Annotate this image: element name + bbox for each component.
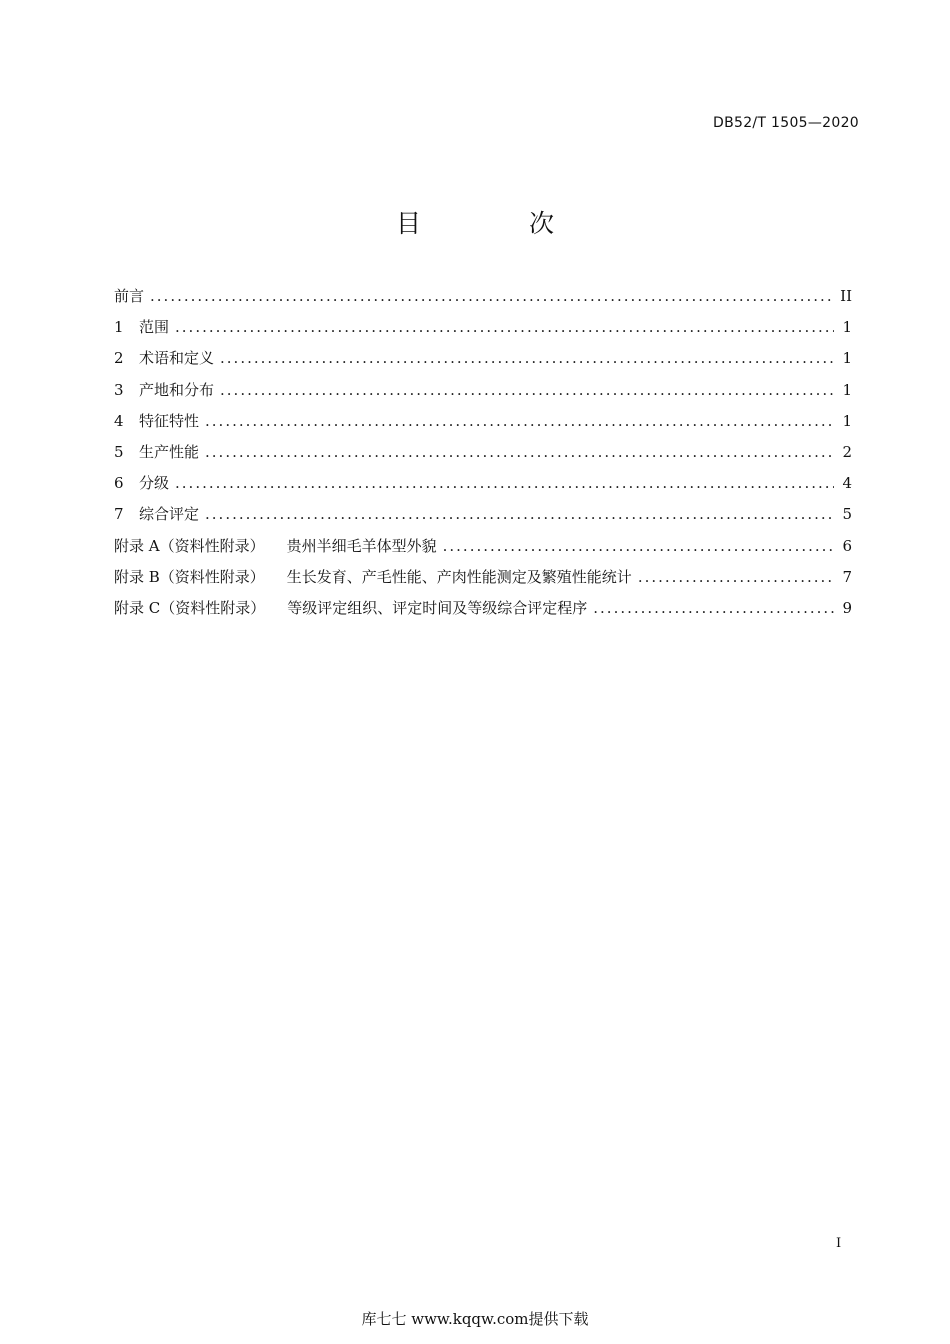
toc-leader-dots	[443, 537, 834, 555]
toc-leader-dots	[205, 505, 834, 523]
toc-leader-dots	[175, 318, 834, 336]
toc-leader-dots	[205, 412, 834, 430]
toc-entry-3[interactable]	[114, 379, 852, 410]
toc-entry-text: 生产性能	[139, 442, 200, 461]
toc-entry-page: 1	[842, 349, 852, 368]
toc-entry-number: 7	[114, 505, 124, 524]
toc-entry-text: 产地和分布	[139, 380, 215, 399]
toc-entry-page: 6	[842, 536, 852, 555]
toc-entry-5[interactable]	[114, 441, 852, 472]
toc-entry-text: 术语和定义	[139, 349, 215, 368]
toc-entry-page: 1	[842, 318, 852, 337]
toc-entry-foreword[interactable]	[114, 285, 852, 316]
toc-leader-dots	[220, 349, 834, 367]
toc-leader-dots	[175, 474, 834, 492]
toc-entry-text: 范围	[139, 318, 170, 337]
toc-leader-dots	[638, 568, 834, 586]
toc-entry-number: 1	[114, 318, 124, 337]
toc-entry-text: 贵州半细毛羊体型外貌	[286, 536, 437, 555]
toc-entry-text: 特征特性	[139, 411, 200, 430]
toc-entry-2[interactable]	[114, 347, 852, 378]
toc-entry-prefix: 附录 B（资料性附录）	[114, 567, 265, 586]
toc-entry-page: 4	[842, 474, 852, 493]
toc-entry-page: II	[840, 287, 852, 305]
document-code: DB52/T 1505—2020	[713, 115, 859, 131]
toc-entry-page: 9	[842, 598, 852, 617]
toc-leader-dots	[593, 599, 834, 617]
footer-download-note: 库七七 www.kqqw.com提供下载	[361, 1310, 589, 1328]
toc-entry-1[interactable]	[114, 316, 852, 347]
toc-entry-number: 4	[114, 411, 124, 430]
toc-entry-text: 分级	[139, 474, 170, 493]
toc-entry-text: 前言	[114, 287, 145, 305]
toc-entry-number: 5	[114, 442, 124, 461]
toc-entry-appendix-a[interactable]	[114, 535, 852, 566]
toc-entry-page: 1	[842, 380, 852, 399]
toc-leader-dots	[220, 381, 834, 399]
toc-entry-page: 2	[842, 442, 852, 461]
toc-title: 目 次	[396, 209, 604, 238]
toc-entry-7[interactable]	[114, 503, 852, 534]
toc-entry-prefix: 附录 A（资料性附录）	[114, 536, 265, 555]
toc-entry-4[interactable]	[114, 410, 852, 441]
toc-entry-appendix-c[interactable]	[114, 597, 852, 628]
toc-entry-page: 7	[842, 567, 852, 586]
toc-entry-page: 5	[842, 505, 852, 524]
toc-entry-6[interactable]	[114, 472, 852, 503]
toc-leader-dots	[205, 443, 834, 461]
toc-entry-number: 3	[114, 380, 124, 399]
toc-entry-number: 6	[114, 474, 124, 493]
toc-entry-page: 1	[842, 411, 852, 430]
toc-leader-dots	[150, 287, 834, 305]
toc-entry-number: 2	[114, 349, 124, 368]
toc-entry-text: 等级评定组织、评定时间及等级综合评定程序	[287, 598, 588, 617]
toc-entry-appendix-b[interactable]	[114, 566, 852, 597]
toc-entry-text: 综合评定	[139, 505, 200, 524]
toc-entry-prefix: 附录 C（资料性附录）	[114, 598, 266, 617]
table-of-contents	[114, 285, 852, 628]
page-number: I	[836, 1236, 842, 1251]
toc-entry-text: 生长发育、产毛性能、产肉性能测定及繁殖性能统计	[286, 567, 632, 586]
